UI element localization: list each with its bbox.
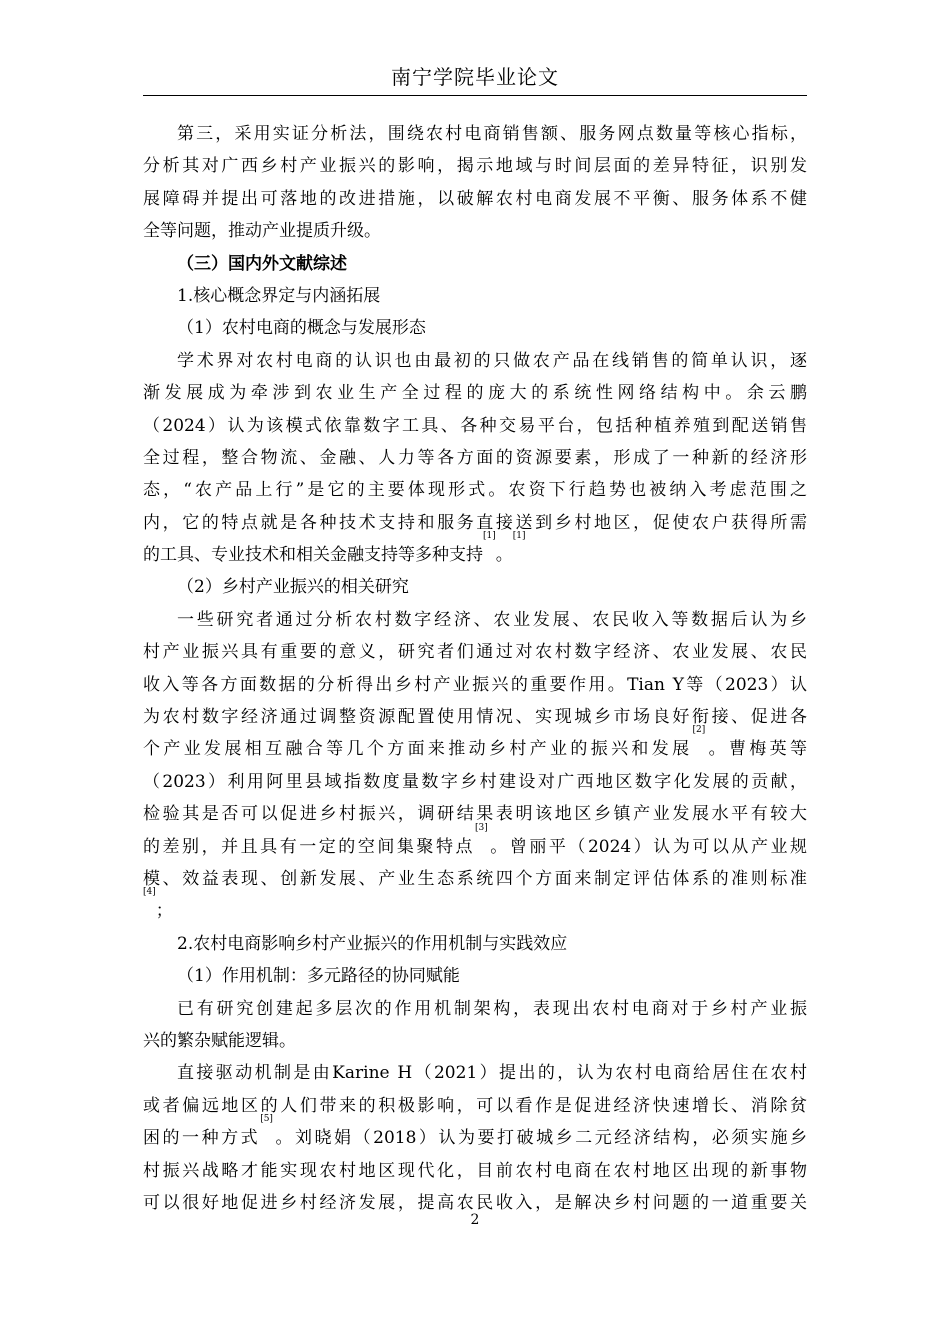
citation-marker: [1] <box>483 531 496 542</box>
subsection-heading: （2）乡村产业振兴的相关研究 <box>177 577 409 598</box>
text-line: 分析其对广西乡村产业振兴的影响，揭示地域与时间层面的差异特征，识别发 <box>143 156 807 177</box>
subsection-heading: 1.核心概念界定与内涵拓展 <box>177 285 381 306</box>
text-line <box>143 1114 807 1154</box>
text-line: 村产业振兴具有重要的意义，研究者们通过对农村数字经济、农业发展、农民 <box>143 642 807 663</box>
text-line: 内，它的特点就是各种技术支持和服务直接送到乡村地区，促使农户获得所需 <box>143 512 807 533</box>
text-span: 。曹梅英等 <box>705 739 808 760</box>
subsection-heading: （1）农村电商的概念与发展形态 <box>177 318 426 339</box>
text-line: 直接驱动机制是由Karine H（2021）提出的，认为农村电商给居住在农村 <box>177 1063 807 1084</box>
text-line: 一些研究者通过分析农村数字经济、农业发展、农民收入等数据后认为乡 <box>177 609 807 630</box>
text-line: （2023）利用阿里县域指数度量数字乡村建设对广西地区数字化发展的贡献， <box>143 771 807 792</box>
text-line: 学术界对农村电商的认识也由最初的只做农产品在线销售的简单认识，逐 <box>177 350 807 371</box>
text-span: 。刘晓娟（2018）认为要打破城乡二元经济结构，必须实施乡 <box>272 1128 807 1149</box>
text-line <box>143 822 808 863</box>
text-span: 的工具、专业技术和相关金融支持等多种支持 <box>143 545 483 566</box>
text-line: 全过程，整合物流、金融、人力等各方面的资源要素，形成了一种新的经济形 <box>143 447 807 468</box>
text-line: 村振兴战略才能实现农村地区现代化，目前农村电商在农村地区出现的新事物 <box>143 1160 807 1181</box>
citation-marker: [2] <box>692 725 706 736</box>
document-body <box>143 118 807 1219</box>
text-span: ； <box>155 901 173 922</box>
citation-marker: [5] <box>260 1114 273 1125</box>
citation-marker: [1] <box>512 531 526 542</box>
text-line: 为农村数字经济通过调整资源配置使用情况、实现城乡市场良好衔接、促进各 <box>143 707 807 728</box>
text-line: 已有研究创建起多层次的作用机制架构，表现出农村电商对于乡村产业振 <box>177 998 807 1019</box>
text-line: 兴的繁杂赋能逻辑。 <box>143 1030 296 1051</box>
text-line: 渐发展成为牵涉到农业生产全过程的庞大的系统性网络结构中。余云鹏 <box>143 383 807 404</box>
text-line: 第三，采用实证分析法，围绕农村电商销售额、服务网点数量等核心指标， <box>177 124 807 144</box>
text-span: 困的一种方式 <box>143 1128 261 1149</box>
text-line: 态，“农产品上行”是它的主要体现形式。农资下行趋势也被纳入考虑范围之 <box>143 480 807 501</box>
citation-marker: [3] <box>475 822 488 833</box>
subsection-heading: 2.农村电商影响乡村产业振兴的作用机制与实践效应 <box>177 933 568 954</box>
text-span: 。曾丽平（2024）认为可以从产业规 <box>487 836 808 857</box>
text-line <box>143 531 807 571</box>
header-rule <box>143 95 807 96</box>
text-line: 全等问题，推动产业提质升级。 <box>143 221 381 242</box>
text-line: 展障碍并提出可落地的改进措施，以破解农村电商发展不平衡、服务体系不健 <box>143 188 807 209</box>
text-line <box>143 725 808 765</box>
text-line: （2024）认为该模式依靠数字工具、各种交易平台，包括种植养殖到配送销售 <box>143 415 807 436</box>
page-header-title: 南宁学院毕业论文 <box>391 65 559 89</box>
page-number: 2 <box>470 1212 480 1228</box>
text-line: 或者偏远地区的人们带来的积极影响，可以看作是促进经济快速增长、消除贫 <box>143 1095 807 1116</box>
text-line <box>143 887 807 927</box>
text-line: 检验其是否可以促进乡村振兴，调研结果表明该地区乡镇产业发展水平有较大 <box>143 804 807 825</box>
text-line: 收入等各方面数据的分析得出乡村产业振兴的重要作用。Tian Y等（2023）认 <box>143 674 807 695</box>
text-span: 。 <box>495 545 513 566</box>
text-span: 的差别，并且具有一定的空间集聚特点 <box>143 836 476 857</box>
text-span: 个产业发展相互融合等几个方面来推动乡村产业的振兴和发展 <box>143 739 693 760</box>
citation-marker: [4] <box>143 887 156 898</box>
text-line: 模、效益表现、创新发展、产业生态系统四个方面来制定评估体系的准则标准 <box>143 868 807 889</box>
text-line: 可以很好地促进乡村经济发展，提高农民收入，是解决乡村问题的一道重要关 <box>143 1192 807 1213</box>
subsection-heading: （1）作用机制：多元路径的协同赋能 <box>177 966 460 987</box>
section-heading: （三）国内外文献综述 <box>177 253 347 274</box>
